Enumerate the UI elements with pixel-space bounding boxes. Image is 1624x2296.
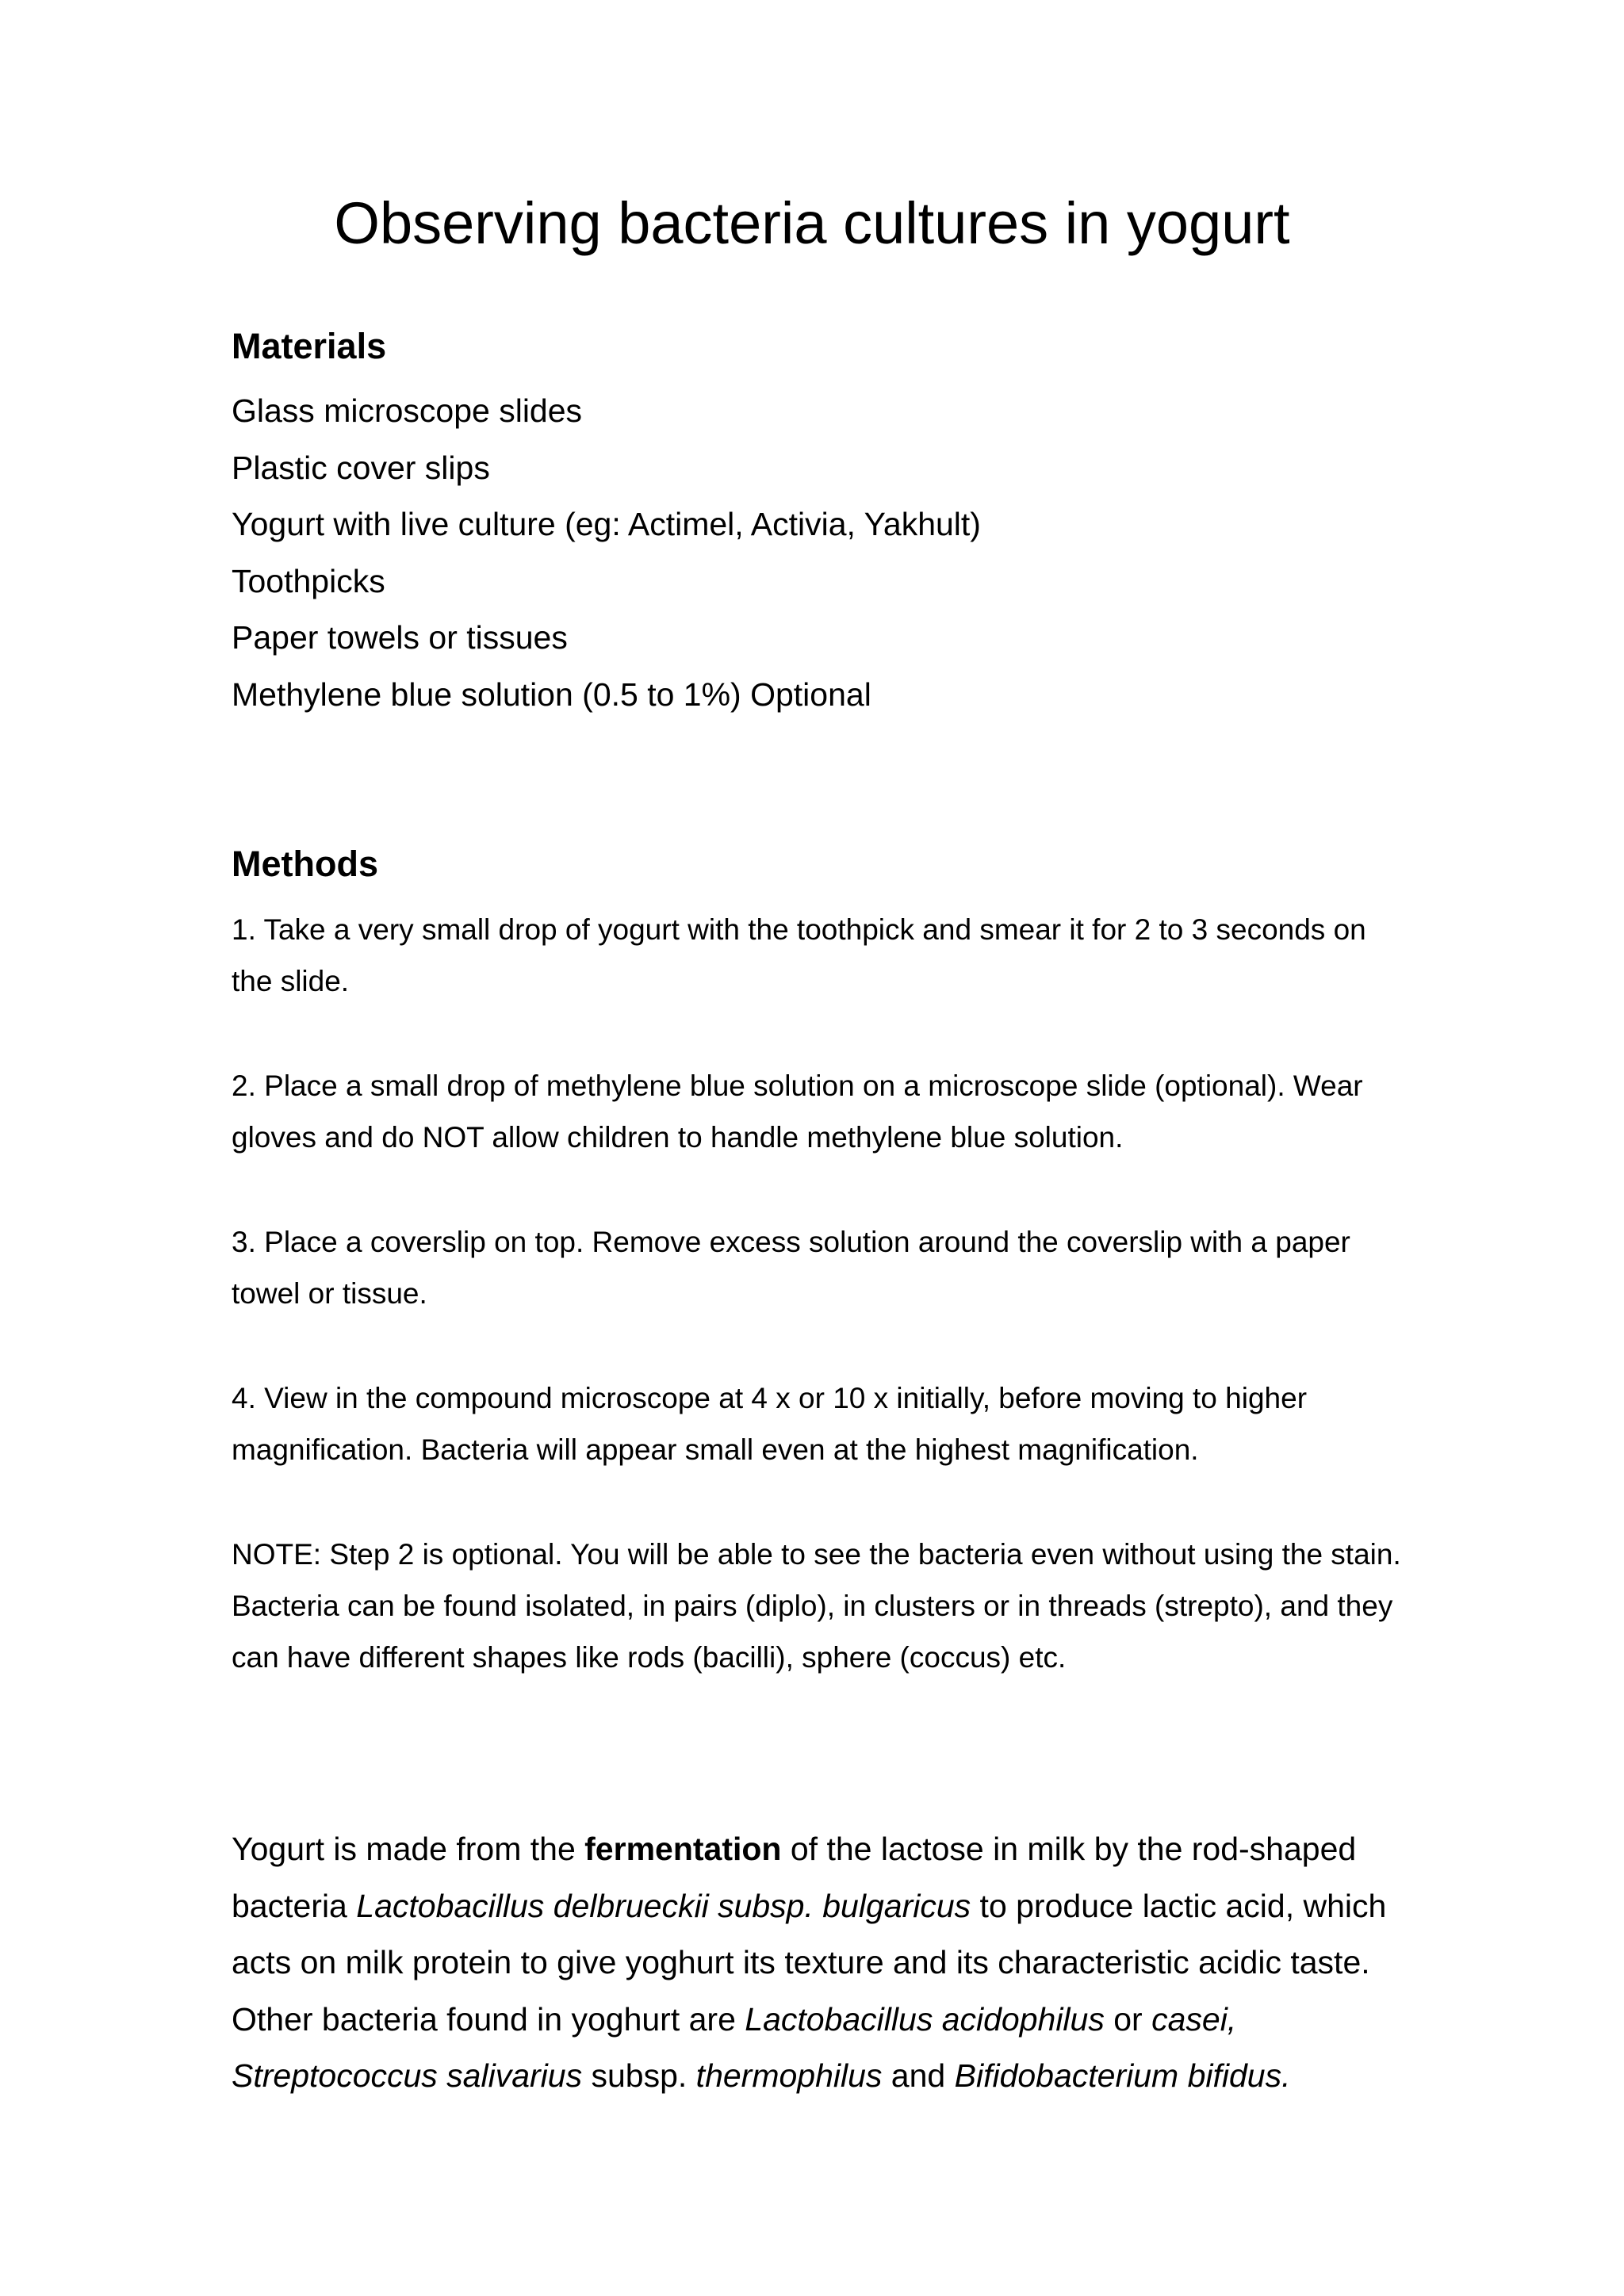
paragraph-species-name: casei, Streptococcus salivarius	[232, 2000, 1237, 2094]
paragraph-species-name: Lactobacillus delbrueckii subsp. bulgaricus	[356, 1887, 971, 1924]
paragraph-text: or	[1104, 2000, 1152, 2038]
method-step-4: 4. View in the compound microscope at 4 x or 10 x initially, before moving to higher magnification. Bacteria will appear small even at the highest magnification.	[232, 1382, 1308, 1466]
list-item: Plastic cover slips	[232, 449, 490, 486]
closing-paragraph	[232, 1821, 1405, 2105]
paragraph-species-name: Bifidobacterium bifidus.	[954, 2057, 1291, 2094]
method-note-detail: Bacteria can be found isolated, in pairs (diplo), in clusters or in threads (strepto), and they can have different shapes like rods (bacilli), sphere (coccus) etc.	[232, 1590, 1393, 1674]
list-item: Yogurt with live culture (eg: Actimel, Activia, Yakhult)	[232, 506, 981, 542]
method-step-3: 3. Place a coverslip on top. Remove excess solution around the coverslip with a paper towel or tissue.	[232, 1226, 1350, 1310]
list-item: Toothpicks	[232, 562, 385, 599]
materials-heading: Materials	[232, 326, 387, 366]
paragraph-text: of the lactose in milk by the rod-shaped bacteria	[232, 1831, 1357, 1924]
paragraph-species-name: Lactobacillus acidophilus	[745, 2000, 1105, 2038]
paragraph-text: and	[882, 2057, 955, 2094]
paragraph-text: Yogurt is made from the	[232, 1831, 585, 1867]
list-item: Methylene blue solution (0.5 to 1%) Optional	[232, 675, 871, 713]
page-title: Observing bacteria cultures in yogurt	[334, 190, 1290, 256]
paragraph-text: to produce lactic acid, which acts on milk protein to give yoghurt its texture and its characteristic acidic taste. Other bacteria found in yoghurt are	[232, 1887, 1387, 2038]
method-step-2: 2. Place a small drop of methylene blue solution on a microscope slide (optional). Wear gloves and do NOT allow children to handle methylene blue solution.	[232, 1070, 1363, 1154]
methods-heading: Methods	[232, 844, 378, 884]
method-step-1: 1. Take a very small drop of yogurt with the toothpick and smear it for 2 to 3 seconds on the slide.	[232, 913, 1366, 997]
paragraph-text: subsp.	[582, 2057, 696, 2094]
materials-list	[232, 387, 981, 727]
list-item: Glass microscope slides	[232, 392, 583, 429]
paragraph-bold-term: fermentation	[584, 1831, 782, 1867]
method-note: NOTE: Step 2 is optional. You will be able to see the bacteria even without using the stain.	[232, 1538, 1401, 1571]
list-item: Paper towels or tissues	[232, 619, 568, 656]
methods-steps	[232, 904, 1405, 1683]
paragraph-species-name: thermophilus	[695, 2057, 883, 2094]
